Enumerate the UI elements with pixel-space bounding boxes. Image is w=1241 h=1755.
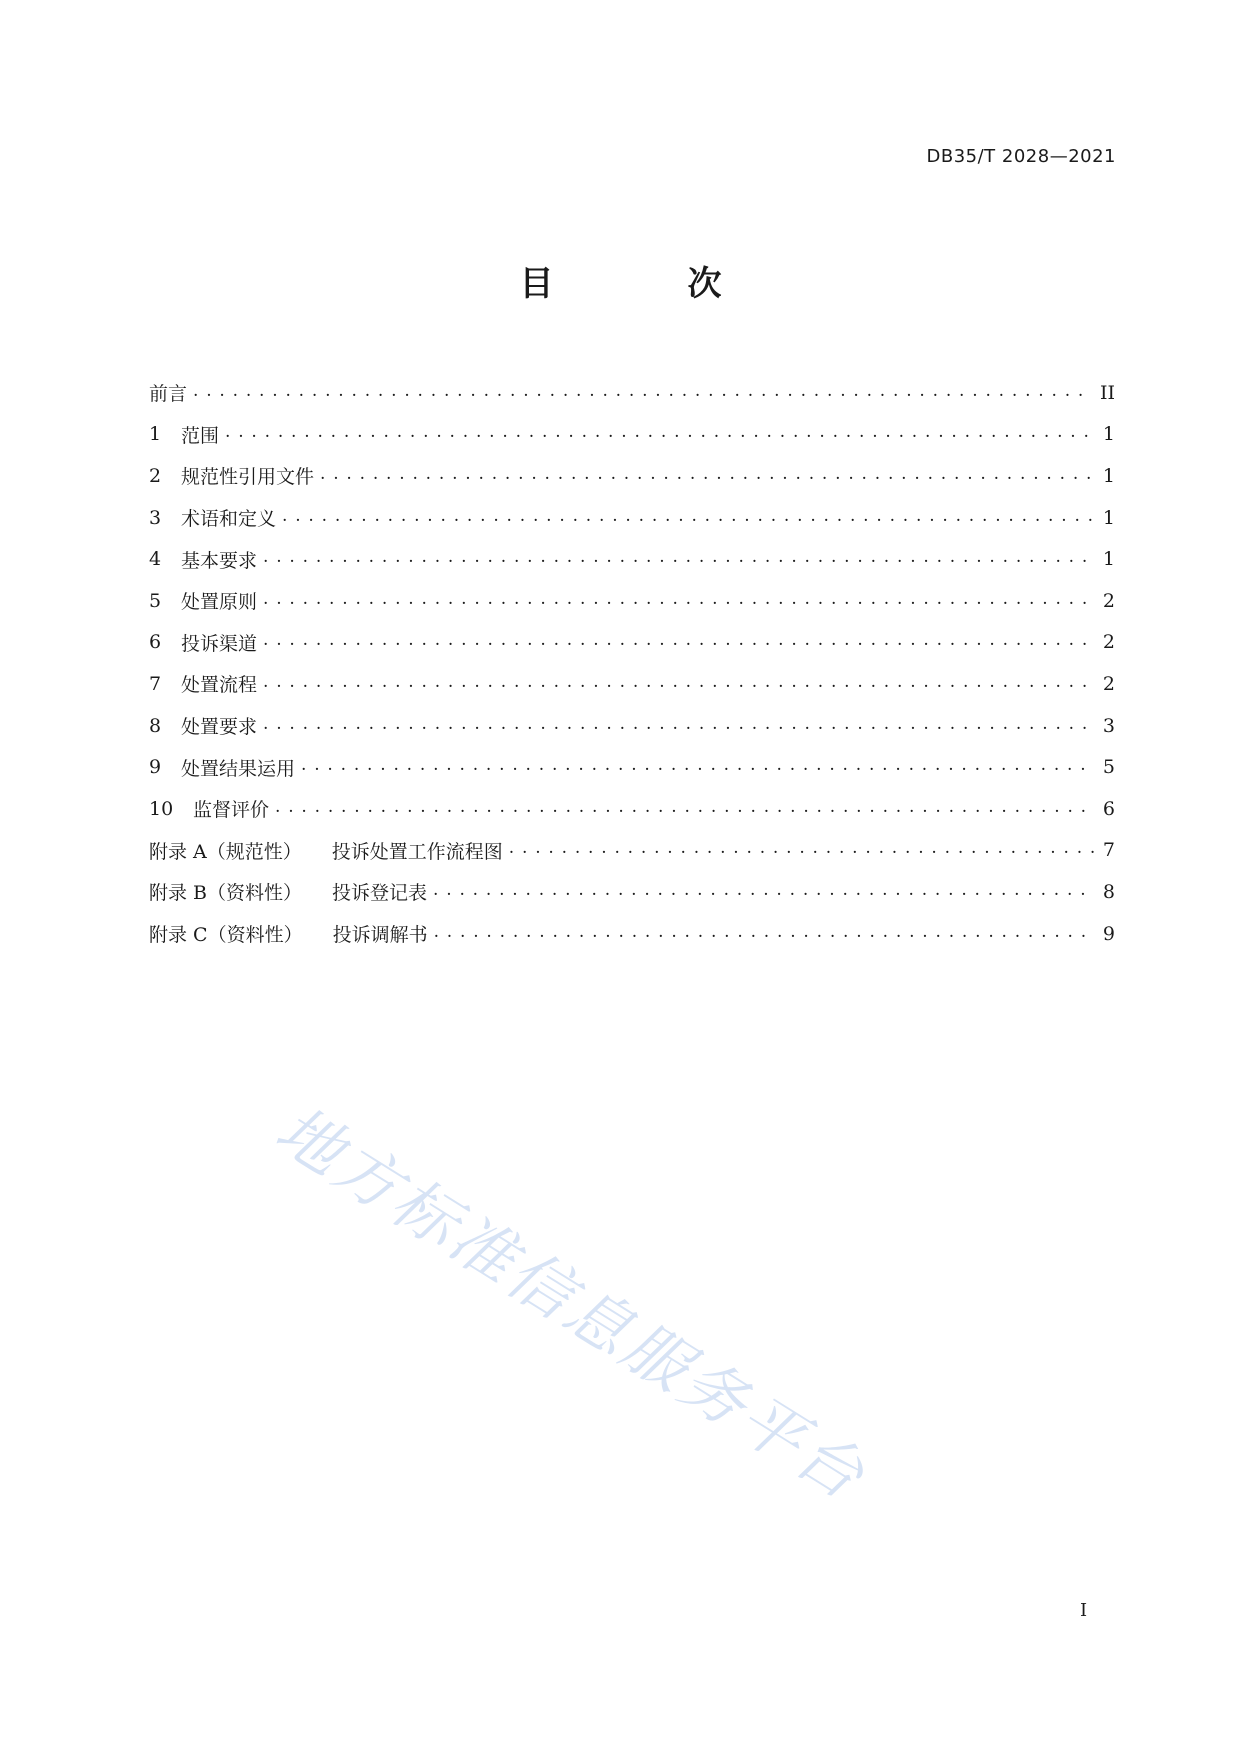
toc-entry-label: 范围 (181, 424, 220, 447)
toc-entry-label: 处置流程 (181, 674, 258, 697)
toc-entry-number: 2 (149, 464, 162, 487)
toc-leader (193, 383, 1092, 403)
toc-entry-5[interactable] (149, 580, 1115, 622)
toc-entry-number: 3 (149, 506, 162, 529)
toc-appendix-label: 附录 A（规范性） (149, 840, 302, 863)
toc-entry-number: 7 (149, 672, 162, 695)
toc-leader (282, 508, 1095, 528)
toc-entry-appendix-c[interactable] (149, 913, 1115, 955)
toc-leader (275, 799, 1095, 819)
toc-entry-label: 投诉调解书 (332, 924, 428, 947)
toc-entry-label: 处置结果运用 (181, 757, 296, 780)
toc-appendix-label: 附录 B（资料性） (149, 882, 303, 905)
table-of-contents (149, 372, 1115, 954)
toc-entry-label: 投诉登记表 (332, 882, 428, 905)
toc-entry-number: 6 (149, 631, 162, 654)
toc-entry-label: 规范性引用文件 (181, 466, 315, 489)
toc-entry-page: 2 (1102, 589, 1115, 612)
toc-entry-label: 基本要求 (181, 549, 258, 572)
toc-entry-number: 8 (149, 714, 162, 737)
toc-entry-10[interactable] (149, 788, 1115, 830)
toc-leader (263, 549, 1095, 569)
watermark: 地方标准信息服务平台 (262, 1092, 879, 1516)
toc-leader (434, 924, 1095, 944)
toc-entry-number: 5 (149, 589, 162, 612)
toc-entry-number: 4 (149, 548, 162, 571)
toc-entry-foreword[interactable] (149, 372, 1115, 414)
toc-entry-page: 3 (1102, 714, 1115, 737)
toc-leader (225, 424, 1095, 444)
toc-entry-6[interactable] (149, 622, 1115, 664)
toc-entry-page: 1 (1102, 506, 1115, 529)
toc-entry-2[interactable] (149, 455, 1115, 497)
toc-leader (320, 466, 1095, 486)
toc-leader (263, 591, 1095, 611)
toc-entry-appendix-a[interactable] (149, 830, 1115, 872)
toc-entry-label: 投诉处置工作流程图 (331, 840, 503, 863)
toc-leader (263, 716, 1095, 736)
document-code: DB35/T 2028—2021 (926, 146, 1116, 167)
toc-entry-label: 监督评价 (193, 799, 270, 822)
toc-entry-page: 7 (1102, 839, 1115, 862)
toc-leader (263, 632, 1095, 652)
toc-entry-7[interactable] (149, 663, 1115, 705)
toc-entry-3[interactable] (149, 497, 1115, 539)
toc-entry-page: 1 (1102, 548, 1115, 571)
toc-entry-number: 9 (149, 756, 162, 779)
toc-entry-appendix-b[interactable] (149, 871, 1115, 913)
toc-entry-page: 8 (1102, 880, 1115, 903)
toc-entry-label: 前言 (149, 383, 188, 406)
toc-entry-8[interactable] (149, 705, 1115, 747)
toc-entry-page: 6 (1102, 797, 1115, 820)
toc-leader (263, 674, 1095, 694)
toc-entry-page: 9 (1102, 922, 1115, 945)
toc-entry-page: II (1099, 381, 1115, 404)
toc-entry-4[interactable] (149, 538, 1115, 580)
toc-entry-page: 2 (1102, 672, 1115, 695)
toc-entry-label: 术语和定义 (181, 508, 277, 531)
toc-entry-page: 1 (1102, 423, 1115, 446)
page-number: I (1080, 1600, 1088, 1621)
toc-entry-page: 1 (1102, 464, 1115, 487)
toc-leader (433, 882, 1095, 902)
page-title: 目 次 (519, 264, 772, 304)
toc-leader (509, 840, 1095, 860)
toc-appendix-label: 附录 C（资料性） (149, 924, 303, 947)
toc-entry-1[interactable] (149, 414, 1115, 456)
toc-entry-number: 1 (149, 423, 162, 446)
toc-leader (301, 757, 1095, 777)
toc-entry-number: 10 (149, 797, 174, 820)
toc-entry-page: 5 (1102, 756, 1115, 779)
toc-entry-label: 投诉渠道 (181, 632, 258, 655)
toc-entry-label: 处置原则 (181, 591, 258, 614)
toc-entry-label: 处置要求 (181, 716, 258, 739)
toc-entry-page: 2 (1102, 631, 1115, 654)
toc-entry-9[interactable] (149, 746, 1115, 788)
